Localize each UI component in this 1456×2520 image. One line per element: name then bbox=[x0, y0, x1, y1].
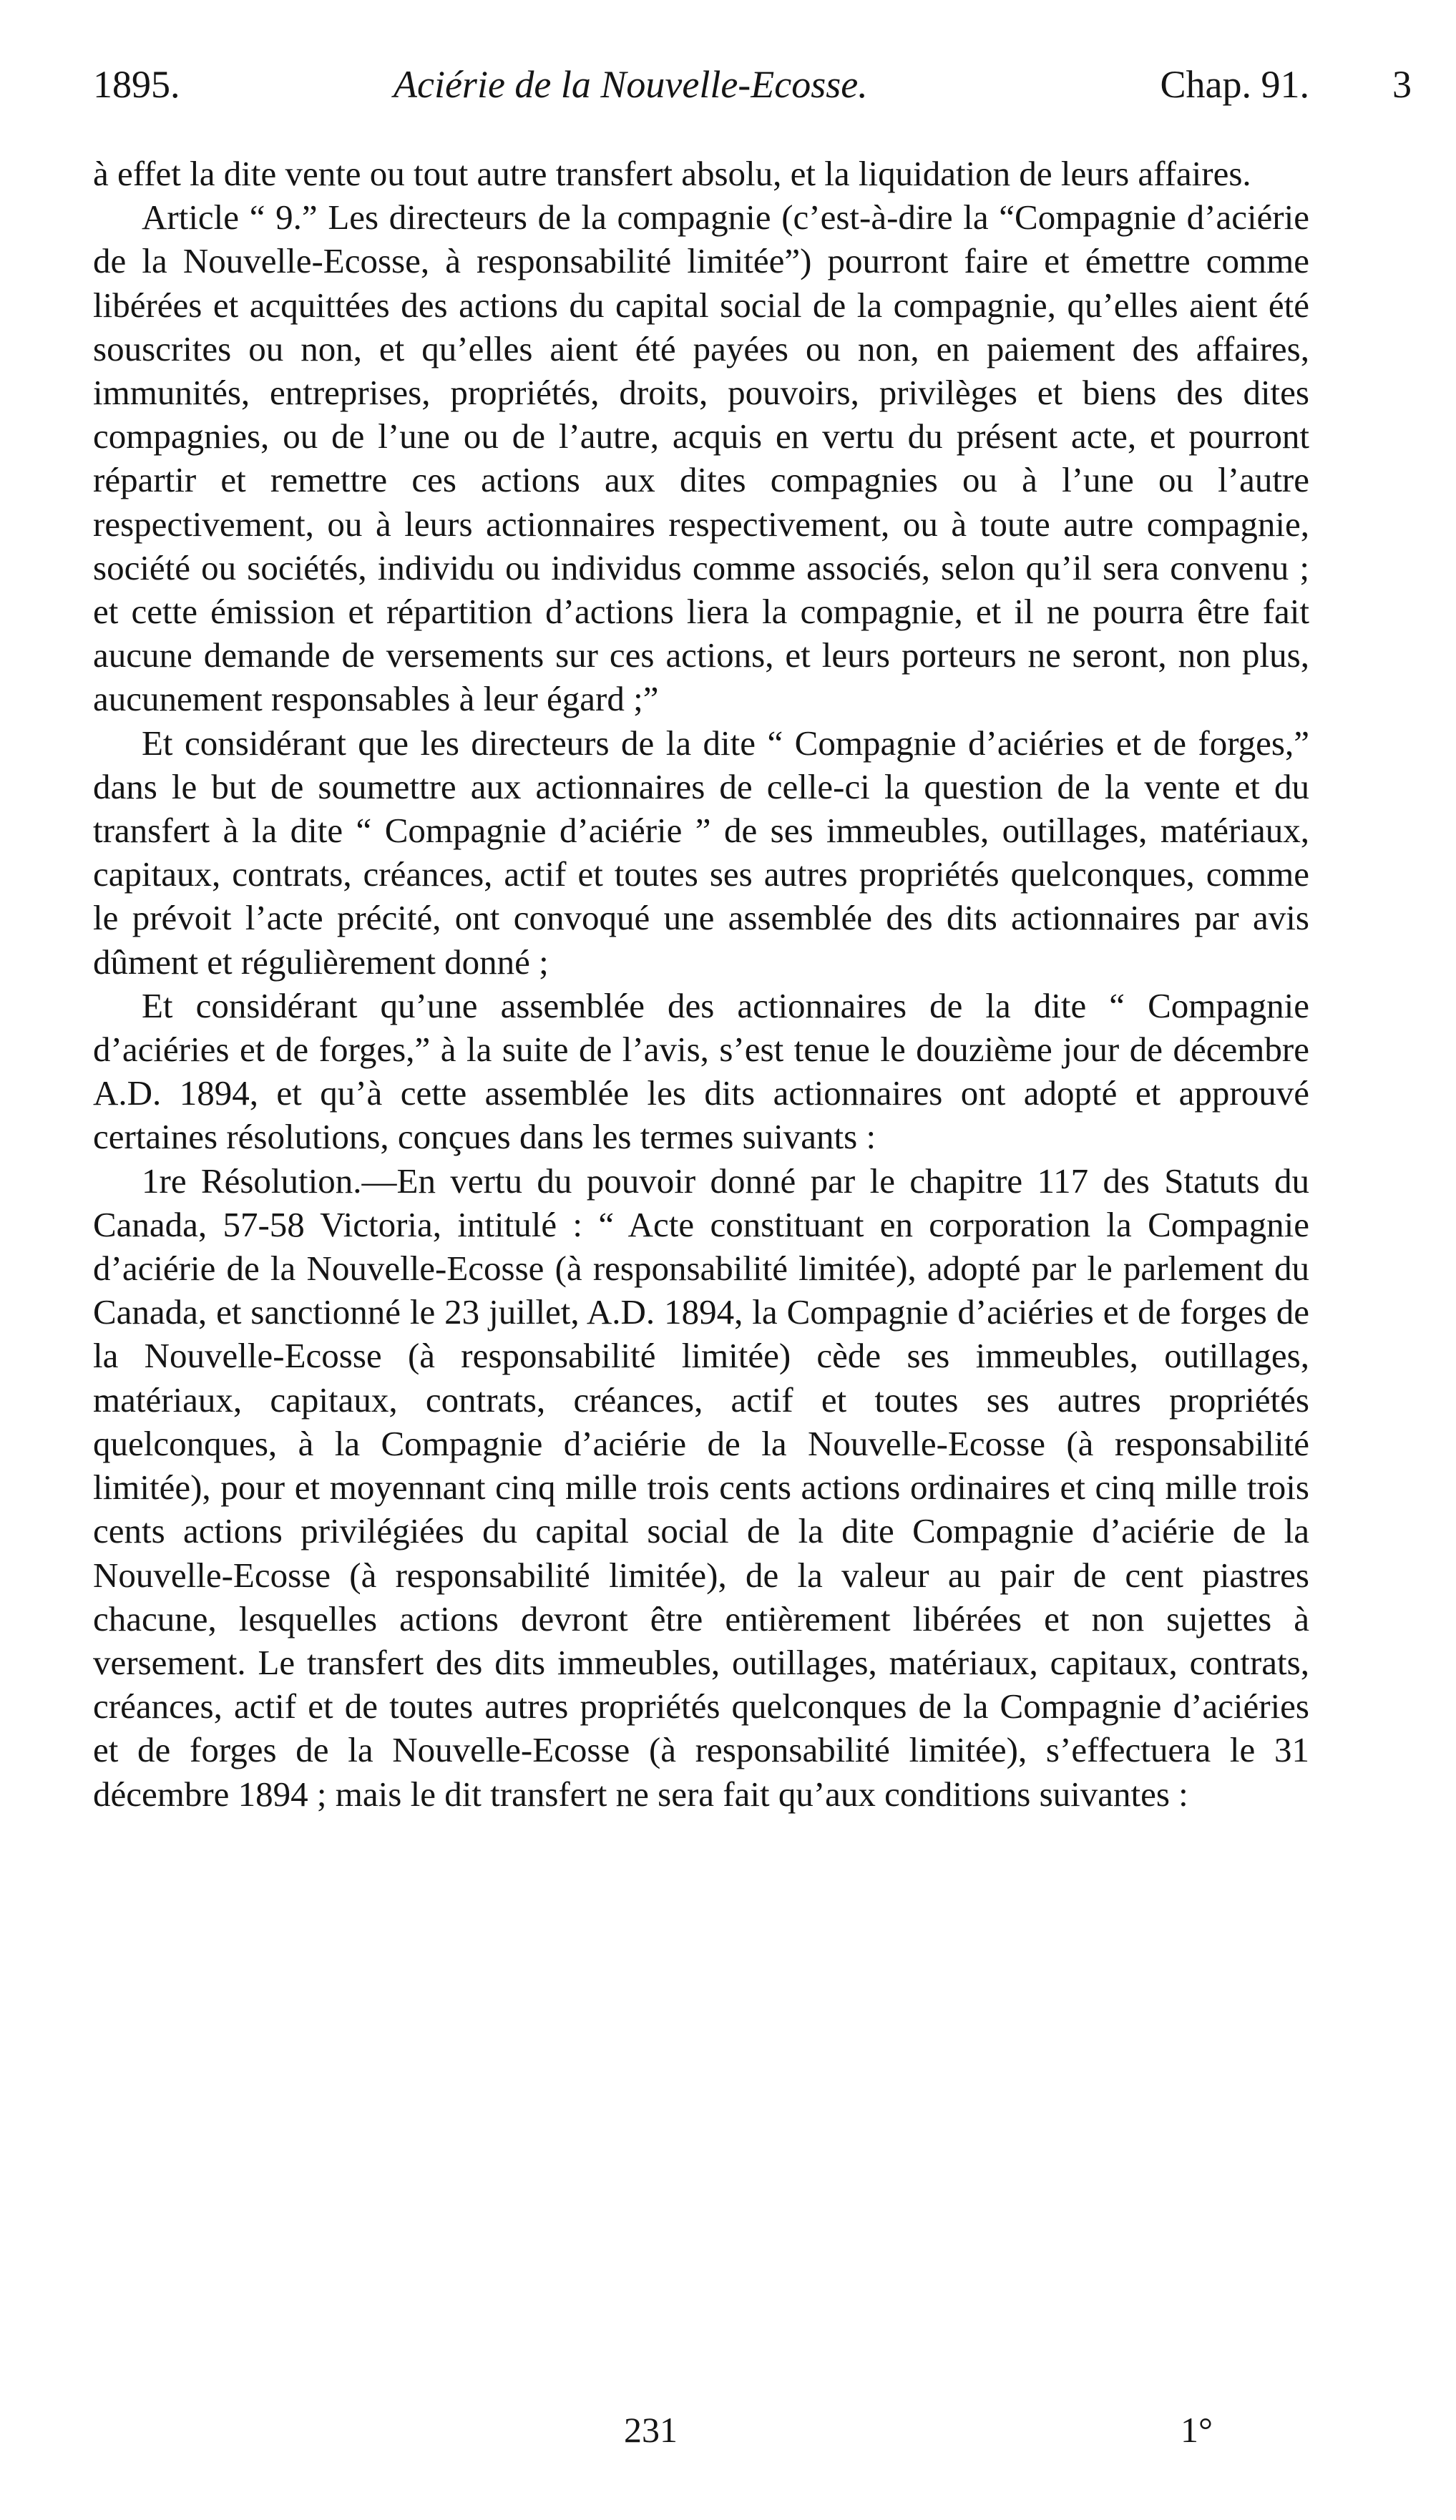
paragraph-article-9: Article “ 9.” Les directeurs de la compagnie (c’est-à-dire la “Compagnie d’aciérie de la Nouvelle-Ecosse, à responsabilité limitée”) pourront faire et émettre comme libérées et acquittées des actions du capital social de la compagnie, qu’elles aient été souscrites ou non, et qu’elles aient été payées ou non, en paiement des affaires, immunités, entreprises, propriétés, droits, pouvoirs, privilèges et biens des dites compagnies, ou de l’une ou de l’autre, acquis en vertu du présent acte, et pourront répartir et remettre ces actions aux dites compagnies ou à l’une ou l’autre respectivement, ou à leurs actionnaires respectivement, ou à toute autre compagnie, société ou sociétés, individu ou individus comme associés, selon qu’il sera convenu ; et cette émission et répartition d’actions liera la compagnie, et il ne pourra être fait aucune demande de versements sur ces actions, et leurs porteurs ne seront, non plus, aucunement responsables à leur égard ;” bbox=[93, 197, 1309, 719]
paragraph-resolution-1: 1re Résolution.—En vertu du pouvoir donné par le chapitre 117 des Statuts du Canada, 57-58 Victoria, intitulé : “ Acte constituant en corporation la Compagnie d’aciérie de la Nouvelle-Ecosse (à responsabilité limitée), adopté par le parlement du Canada, et sanctionné le 23 juillet, A.D. 1894, la Compagnie d’aciéries et de forges de la Nouvelle-Ecosse (à responsabilité limitée) cède ses immeubles, outillages, matériaux, capitaux, contrats, créances, actif et toutes ses autres propriétés quelconques, à la Compagnie d’aciérie de la Nouvelle-Ecosse (à responsabilité limitée), pour et moyennant cinq mille trois cents actions ordinaires et cinq mille trois cents actions privilégiées du capital social de la dite Compagnie d’aciérie de la Nouvelle-Ecosse (à responsabilité limitée), de la valeur au pair de cent piastres chacune, lesquelles actions devront être entièrement libérées et non sujettes à versement. Le transfert des dits immeubles, outillages, matériaux, capitaux, contrats, créances, actif et de toutes autres propriétés quelconques de la Compagnie d’aciéries et de forges de la Nouvelle-Ecosse (à responsabilité limitée), s’effectuera le 31 décembre 1894 ; mais le dit transfert ne sera fait qu’aux conditions suivantes : bbox=[93, 1161, 1309, 1814]
folio-number: 231 bbox=[624, 2410, 678, 2450]
signature-mark: 1° bbox=[1181, 2410, 1213, 2450]
header-chapter: Chap. 91. bbox=[1160, 63, 1309, 106]
paragraph-considerant-directeurs: Et considérant que les directeurs de la dite “ Compagnie d’aciéries et de forges,” dans le but de soumettre aux actionnaires de celle-ci la question de la vente et du transfert à la dite “ Compagnie d’aciérie ” de ses immeubles, outillages, matériaux, capitaux, contrats, créances, actif et toutes ses autres propriétés quelconques, comme le prévoit l’acte précité, ont convoqué une assemblée des dits actionnaires par avis dûment et régulièrement donné ; bbox=[93, 723, 1309, 982]
paragraph-continuation: à effet la dite vente ou tout autre transfert absolu, et la liquidation de leurs affaires. bbox=[93, 154, 1251, 193]
page-footer bbox=[0, 2401, 1456, 2458]
header-title: Aciérie de la Nouvelle-Ecosse. bbox=[394, 63, 868, 106]
page-number: 3 bbox=[1392, 63, 1412, 106]
paragraph-considerant-assemblee: Et considérant qu’une assemblée des actionnaires de la dite “ Compagnie d’aciéries et de forges,” à la suite de l’avis, s’est tenue le douzième jour de décembre A.D. 1894, et qu’à cette assemblée les dits actionnaires ont adopté et approuvé certaines résolutions, conçues dans les termes suivants : bbox=[93, 985, 1309, 1157]
running-head bbox=[93, 56, 1309, 113]
header-year: 1895. bbox=[93, 63, 180, 106]
body-text bbox=[93, 152, 1309, 1816]
